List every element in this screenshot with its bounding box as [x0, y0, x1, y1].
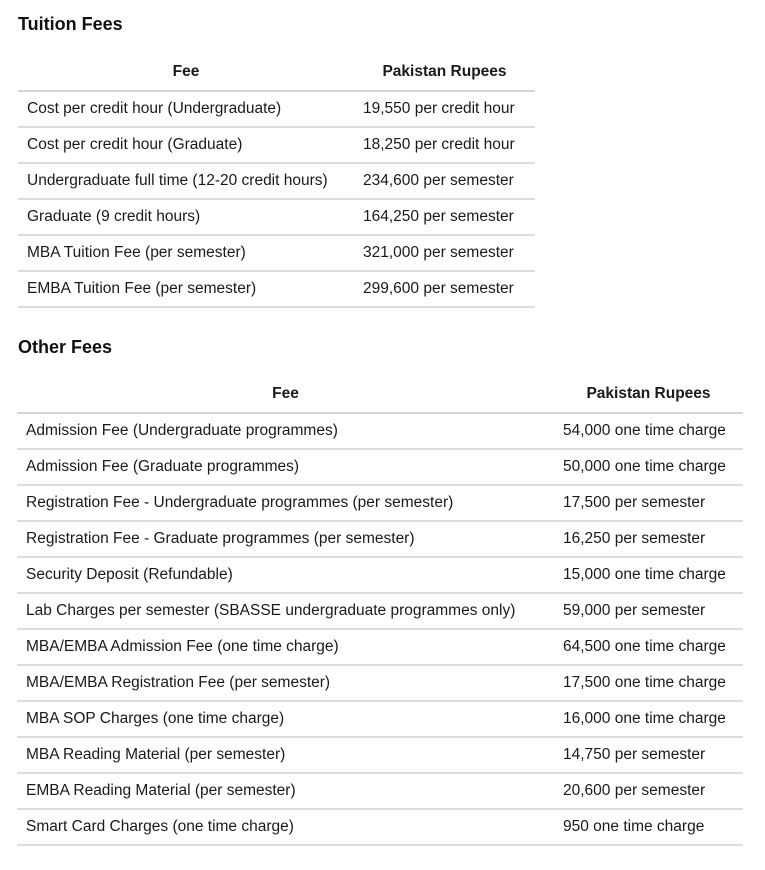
table-row: [18, 91, 535, 127]
fee-column-header: Fee: [18, 54, 354, 91]
table-row: [18, 271, 535, 307]
other-fees-table: [17, 376, 743, 846]
table-row: [17, 809, 743, 845]
fee-name-cell: Lab Charges per semester (SBASSE undergraduate programmes only): [17, 593, 554, 629]
fee-amount-cell: 19,550 per credit hour: [354, 91, 535, 127]
fee-name-cell: Admission Fee (Graduate programmes): [17, 449, 554, 485]
fee-amount-cell: 16,000 one time charge: [554, 701, 743, 737]
table-row: [17, 629, 743, 665]
fee-name-cell: Cost per credit hour (Graduate): [18, 127, 354, 163]
fee-amount-cell: 16,250 per semester: [554, 521, 743, 557]
amount-column-header: Pakistan Rupees: [354, 54, 535, 91]
fee-name-cell: MBA/EMBA Admission Fee (one time charge): [17, 629, 554, 665]
fee-name-cell: Cost per credit hour (Undergraduate): [18, 91, 354, 127]
fee-name-cell: Registration Fee - Graduate programmes (per semester): [17, 521, 554, 557]
fee-amount-cell: 15,000 one time charge: [554, 557, 743, 593]
table-row: [18, 199, 535, 235]
fee-amount-cell: 59,000 per semester: [554, 593, 743, 629]
fee-name-cell: Undergraduate full time (12-20 credit hours): [18, 163, 354, 199]
fee-amount-cell: 18,250 per credit hour: [354, 127, 535, 163]
fee-amount-cell: 50,000 one time charge: [554, 449, 743, 485]
fee-name-cell: Registration Fee - Undergraduate programmes (per semester): [17, 485, 554, 521]
fee-amount-cell: 164,250 per semester: [354, 199, 535, 235]
fee-amount-cell: 17,500 per semester: [554, 485, 743, 521]
amount-column-header: Pakistan Rupees: [554, 376, 743, 413]
other-fees-rows: [17, 413, 743, 845]
fee-name-cell: MBA Tuition Fee (per semester): [18, 235, 354, 271]
fee-amount-cell: 54,000 one time charge: [554, 413, 743, 449]
fee-amount-cell: 17,500 one time charge: [554, 665, 743, 701]
fee-name-cell: Graduate (9 credit hours): [18, 199, 354, 235]
fee-name-cell: MBA/EMBA Registration Fee (per semester): [17, 665, 554, 701]
fee-name-cell: MBA SOP Charges (one time charge): [17, 701, 554, 737]
table-row: [17, 449, 743, 485]
fee-amount-cell: 234,600 per semester: [354, 163, 535, 199]
table-row: [18, 163, 535, 199]
fee-name-cell: EMBA Reading Material (per semester): [17, 773, 554, 809]
fee-name-cell: Security Deposit (Refundable): [17, 557, 554, 593]
table-row: [17, 521, 743, 557]
table-row: [17, 593, 743, 629]
table-row: [17, 485, 743, 521]
table-header-row: [18, 54, 535, 91]
table-row: [17, 413, 743, 449]
fee-name-cell: Admission Fee (Undergraduate programmes): [17, 413, 554, 449]
tuition-fees-table: [18, 54, 535, 308]
fee-name-cell: MBA Reading Material (per semester): [17, 737, 554, 773]
table-row: [17, 665, 743, 701]
tuition-fees-rows: [18, 91, 535, 307]
fee-amount-cell: 20,600 per semester: [554, 773, 743, 809]
tuition-fees-heading: Tuition Fees: [18, 14, 123, 34]
fee-amount-cell: 299,600 per semester: [354, 271, 535, 307]
table-header-row: [17, 376, 743, 413]
table-row: [17, 701, 743, 737]
table-row: [17, 557, 743, 593]
table-row: [18, 235, 535, 271]
table-row: [17, 773, 743, 809]
fee-name-cell: EMBA Tuition Fee (per semester): [18, 271, 354, 307]
fee-amount-cell: 321,000 per semester: [354, 235, 535, 271]
other-fees-heading: Other Fees: [18, 337, 113, 357]
table-row: [17, 737, 743, 773]
fee-column-header: Fee: [17, 376, 554, 413]
table-row: [18, 127, 535, 163]
fee-amount-cell: 14,750 per semester: [554, 737, 743, 773]
fee-amount-cell: 64,500 one time charge: [554, 629, 743, 665]
fee-amount-cell: 950 one time charge: [554, 809, 743, 845]
fee-name-cell: Smart Card Charges (one time charge): [17, 809, 554, 845]
